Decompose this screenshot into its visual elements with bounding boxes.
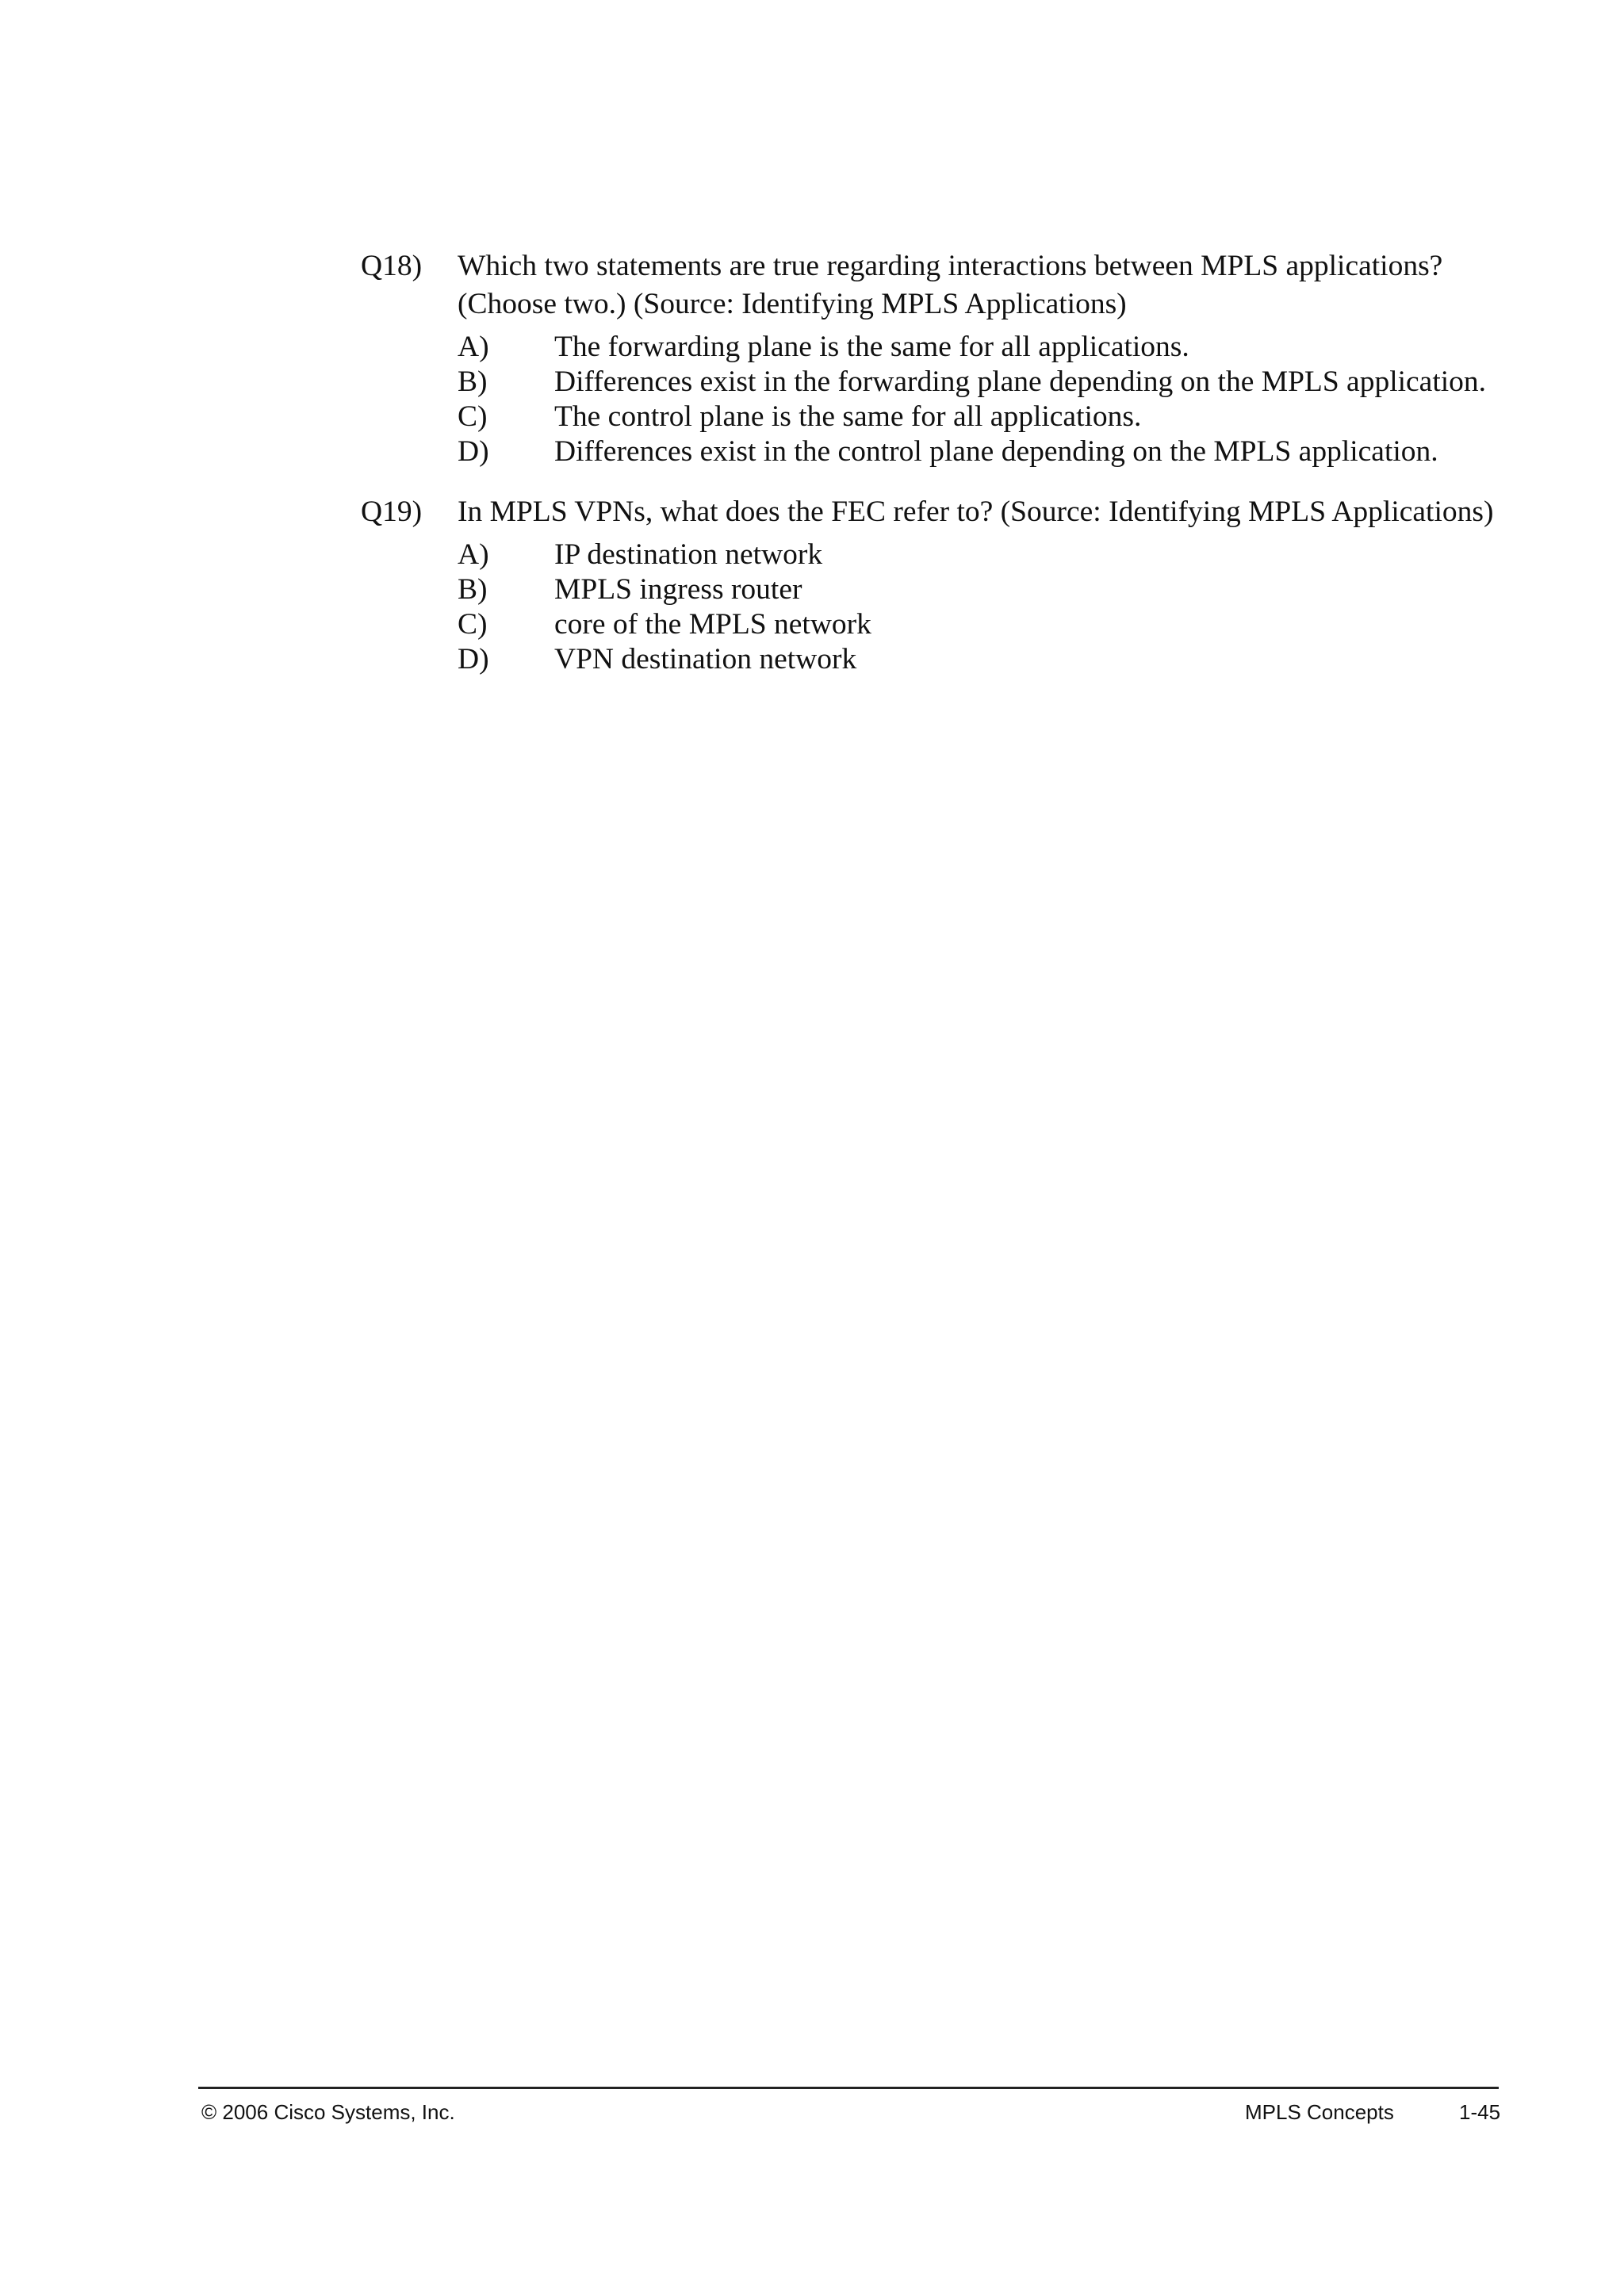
option-text: core of the MPLS network <box>554 608 871 641</box>
question-18 <box>361 247 1519 469</box>
option-text: Differences exist in the forwarding plane depending on the MPLS application. <box>554 365 1487 398</box>
footer-copyright: © 2006 Cisco Systems, Inc. <box>201 2100 455 2124</box>
question-header <box>361 247 1519 323</box>
question-text-line: In MPLS VPNs, what does the FEC refer to? (Source: Identifying MPLS Applications) <box>458 496 1494 528</box>
question-19 <box>361 493 1519 677</box>
option-letter: C) <box>458 608 488 641</box>
answer-option-d <box>458 642 1519 677</box>
question-header <box>361 493 1519 531</box>
option-text: The control plane is the same for all applications. <box>554 400 1142 433</box>
footer-page-number: 1-45 <box>1459 2100 1501 2124</box>
answer-option-a <box>458 330 1519 365</box>
option-text: The forwarding plane is the same for all applications. <box>554 331 1189 363</box>
question-text <box>458 247 1519 323</box>
option-letter: B) <box>458 365 488 398</box>
answer-option-b <box>458 572 1519 607</box>
option-letter: A) <box>458 538 489 571</box>
option-letter: C) <box>458 400 488 433</box>
answer-options <box>458 330 1519 469</box>
option-letter: D) <box>458 643 489 675</box>
footer-divider <box>198 2087 1499 2089</box>
option-letter: B) <box>458 573 488 606</box>
question-text <box>458 493 1519 531</box>
option-text: VPN destination network <box>554 643 857 675</box>
question-number: Q18) <box>361 250 423 282</box>
option-text: MPLS ingress router <box>554 573 802 606</box>
answer-options <box>458 538 1519 677</box>
answer-option-a <box>458 538 1519 572</box>
answer-option-c <box>458 607 1519 642</box>
option-letter: A) <box>458 331 489 363</box>
answer-option-c <box>458 400 1519 434</box>
option-letter: D) <box>458 435 489 468</box>
question-text-line: Which two statements are true regarding interactions between MPLS applications? <box>458 250 1443 282</box>
option-text: IP destination network <box>554 538 823 571</box>
question-number: Q19) <box>361 496 423 528</box>
footer-title: MPLS Concepts <box>1245 2100 1394 2124</box>
question-text-line: (Choose two.) (Source: Identifying MPLS Applications) <box>458 288 1127 320</box>
answer-option-b <box>458 365 1519 400</box>
answer-option-d <box>458 434 1519 469</box>
option-text: Differences exist in the control plane depending on the MPLS application. <box>554 435 1438 468</box>
